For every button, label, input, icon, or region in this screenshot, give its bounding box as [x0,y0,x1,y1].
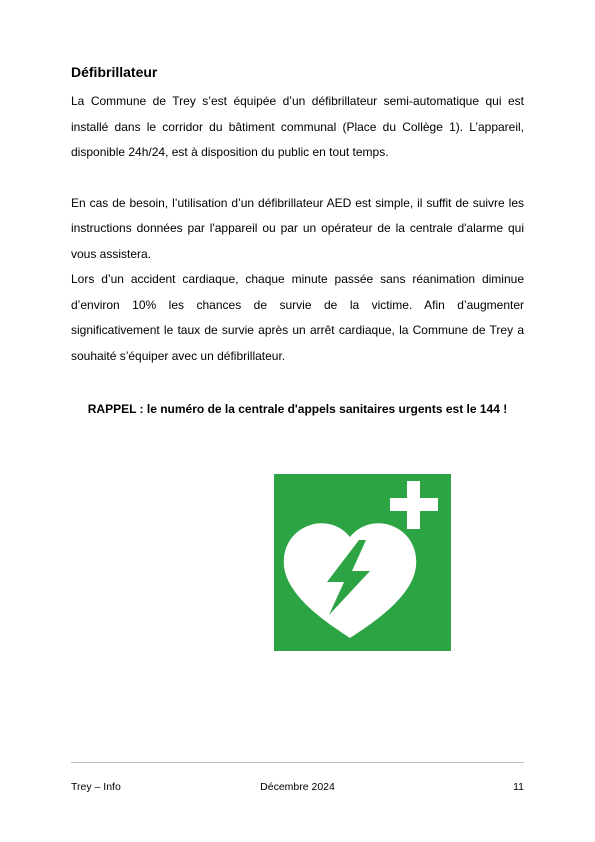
aed-defibrillator-icon [274,474,451,651]
footer-date: Décembre 2024 [260,781,335,793]
page-footer [71,778,524,796]
article-body [71,62,524,369]
paragraph-spacer [71,166,524,191]
emergency-reminder: RAPPEL : le numéro de la centrale d'appels sanitaires urgents est le 144 ! [87,402,508,416]
paragraph-survival: Lors d’un accident cardiaque, chaque minute passée sans réanimation diminue d’environ 10% les chances de survie de la victime. Afin d’augmenter significativement le taux de survie après un arrêt cardiaque, la Commune de Trey a souhaité s’équiper avec un défibrillateur. [71,272,524,363]
section-title: Défibrillateur [71,64,158,80]
footer-page-number: 11 [513,781,524,793]
footer-publication: Trey – Info [71,781,121,793]
footer-divider [71,762,524,763]
paragraph-availability: La Commune de Trey s’est équipée d’un défibrillateur semi-automatique qui est installé dans le corridor du bâtiment communal (Place du Collège 1). L’appareil, disponible 24h/24, est à disposition du public en tout temps. [71,94,524,159]
paragraph-usage: En cas de besoin, l’utilisation d’un défibrillateur AED est simple, il suffit de suivre les instructions données par l'appareil ou par un opérateur de la centrale d'alarme qui vous assistera. [71,195,524,261]
